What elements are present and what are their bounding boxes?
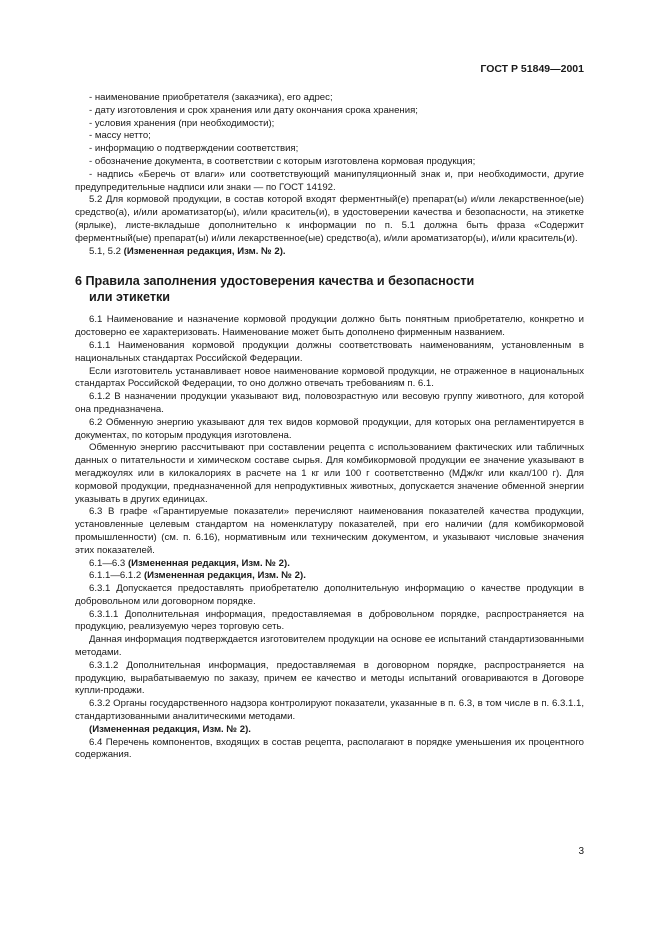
amendment-note [75,558,584,571]
paragraph-6-1-1-cont: Если изготовитель устанавливает новое наименование кормовой продукции, не отраженное в национальных стандартах Российской Федерации, то оно должно отвечать требованиям п. 6.1. [75,365,584,390]
list-item: - условия хранения (при необходимости); [89,117,275,129]
list-item: - обозначение документа, в соответствии с которым изготовлена кормовая продукция; [89,155,476,167]
section-6-heading [75,273,584,305]
paragraph-5-2: 5.2 Для кормовой продукции, в состав которой входят ферментный(е) препарат(ы) и/или лекарственное(ые) средство(а), и/или ароматизатор(ы), и/или краситель(и), в удостоверении качества и безопасности, на этикетке (ярлыке), листе-вкладыше дополнительно к информации по п. 5.1 должна быть фраза «Содержит ферментный(ые) препарат(ы) и/или лекарственное(ые) средство(а), и/или ароматизатор(ы), и/или краситель(и). [75,194,584,244]
list-item: - наименование приобретателя (заказчика), его адрес; [89,92,333,103]
paragraph-6-3-1-1: 6.3.1.1 Дополнительная информация, предоставляемая в добровольном порядке, распространяется на продукцию, реализуемую через торговую сеть. [75,608,584,633]
document-code: ГОСТ Р 51849—2001 [480,63,584,75]
section-6-title-line2: или этикетки [89,290,171,305]
amendment-note [75,570,584,583]
list-item: - дату изготовления и срок хранения или дату окончания срока хранения; [89,104,418,116]
paragraph-6-1: 6.1 Наименование и назначение кормовой продукции должно быть понятным приобретателю, конкретно и достоверно ее характеризовать. Наименование может быть дополнено фирменным названием. [75,314,584,339]
paragraph-6-2-cont: Обменную энергию рассчитывают при составлении рецепта с использованием фактических или табличных данных о питательности и химическом составе сырья. Для комбикормовой продукции ее значение указывают в мегаджоулях или в килокалориях в расчете на 1 кг или 100 г соответственно (МДж/кг или ккал/100 г). Для кормовой продукции, предназначенной для непродуктивных животных, допускается значение обменной энергии указывать в других единицах. [75,442,584,505]
paragraph-6-3-1: 6.3.1 Допускается предоставлять приобретателю дополнительную информацию о качестве продукции в добровольном или договорном порядке. [75,583,584,607]
paragraph-6-3-2: 6.3.2 Органы государственного надзора контролируют показатели, указанные в п. 6.3, в том числе в п. 6.3.1.1, стандартизованными аналитическими методами. [75,698,584,723]
paragraph-6-3-1-2: 6.3.1.2 Дополнительная информация, предоставляемая в договорном порядке, распространяется на продукцию, вырабатываемую по заказу, причем ее качество и методы испытаний оговариваются в Договоре купли-продажи. [75,659,584,697]
paragraph-6-3: 6.3 В графе «Гарантируемые показатели» перечисляют наименования показателей качества продукции, установленные целевым стандартом на номенклатуру показателей, при его наличии (для комбикормовой промышленности) (см. п. 6.16), нормативным или техническим документом, и указывают числовые значения этих показателей. [75,506,584,556]
amendment-note [75,246,584,259]
amendment-label: (Измененная редакция, Изм. № 2). [123,245,286,257]
amendment-note: (Измененная редакция, Изм. № 2). [89,723,251,735]
paragraph-6-2: 6.2 Обменную энергию указывают для тех видов кормовой продукции, для которых она регламентируется в документах, по которым продукция изготовлена. [75,416,584,441]
list-item: - массу нетто; [89,130,151,142]
paragraph-6-1-1: 6.1.1 Наименования кормовой продукции должны соответствовать наименованиям, установленным в национальных стандартах Российской Федерации. [75,339,584,364]
section-6-title-line1: 6 Правила заполнения удостоверения качества и безопасности [75,274,475,289]
amendment-label: (Измененная редакция, Изм. № 2). [143,570,306,582]
list-item: - информацию о подтверждении соответствия; [89,143,299,155]
paragraph-6-4: 6.4 Перечень компонентов, входящих в состав рецепта, располагают в порядке уменьшения их процентного содержания. [75,736,584,761]
amendment-ref: 6.1—6.3 [89,557,128,569]
amendment-ref: 6.1.1—6.1.2 [89,570,144,582]
page-number: 3 [578,846,584,857]
amendment-ref: 5.1, 5.2 [89,245,124,257]
amendment-label: (Измененная редакция, Изм. № 2). [127,557,290,569]
paragraph-6-1-2: 6.1.2 В назначении продукции указывают вид, половозрастную или весовую группу животного, для которой она предназначена. [75,391,584,415]
list-item: - надпись «Беречь от влаги» или соответствующий манипуляционный знак и, при необходимости, другие предупредительные надписи или знаки — по ГОСТ 14192. [75,168,584,193]
paragraph-6-3-1-1-cont: Данная информация подтверждается изготовителем продукции на основе ее испытаний стандартизованными методами. [75,634,584,659]
page-content [75,92,584,762]
